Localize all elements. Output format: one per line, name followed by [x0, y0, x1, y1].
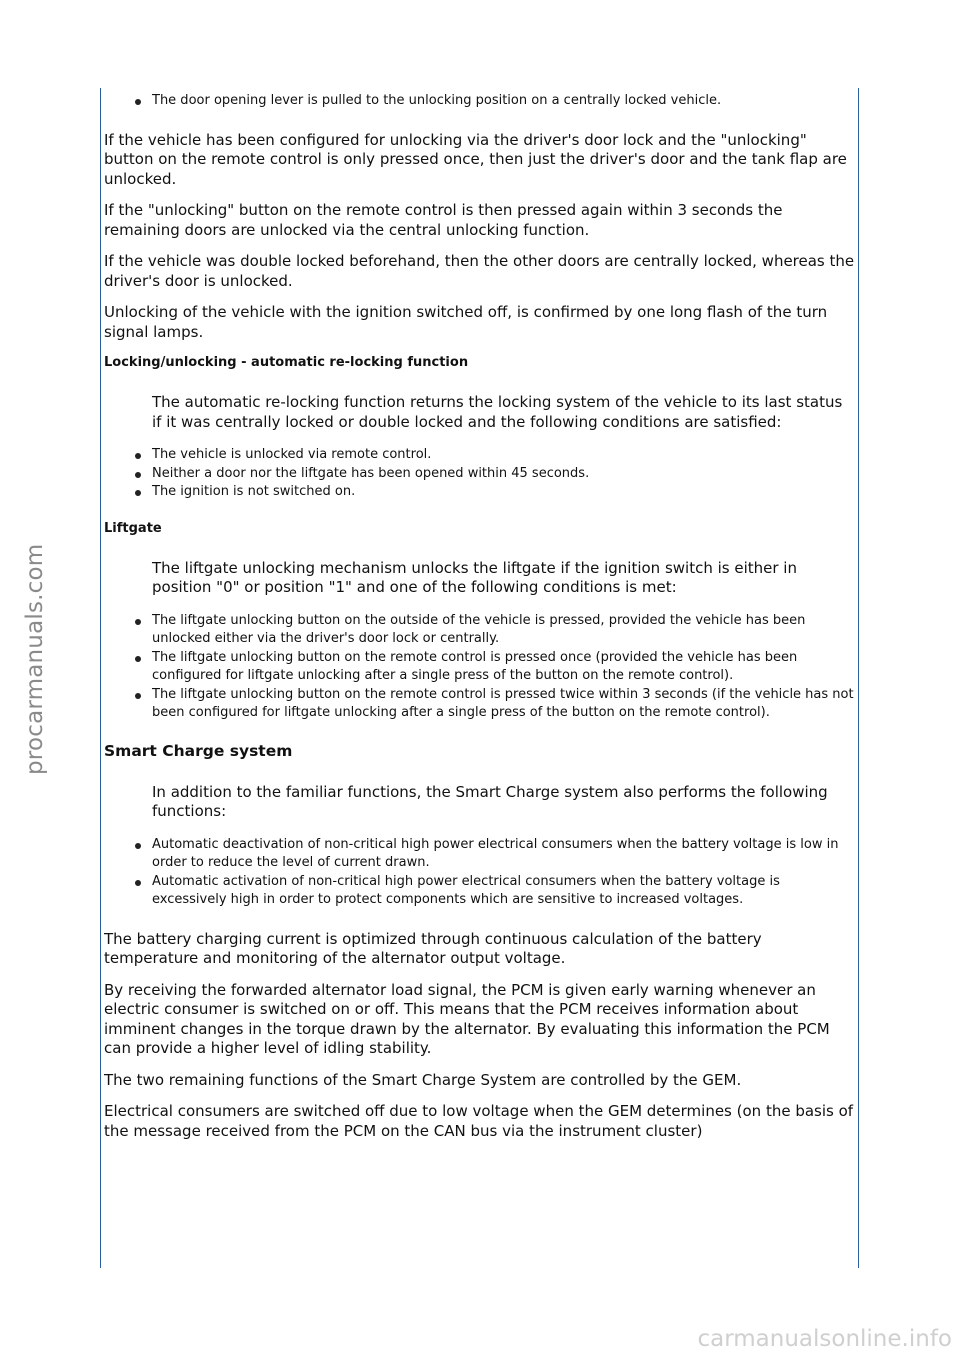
- relock-intro: The automatic re-locking function returns the locking system of the vehicle to its last status if it was centrally locked or double locked and the following conditions are satisfied:: [152, 393, 843, 431]
- list-item: The liftgate unlocking button on the remote control is pressed twice within 3 seconds (if the vehicle has not been configured for liftgate unlocking after a single press of the button on the remote control).: [152, 686, 856, 723]
- list-item: The ignition is not switched on.: [152, 483, 856, 502]
- liftgate-heading: Liftgate: [104, 520, 162, 536]
- right-margin-rule: [858, 88, 859, 1268]
- paragraph: If the vehicle has been configured for unlocking via the driver's door lock and the "unlocking" button on the remote control is only pressed once, then just the driver's door and the tank flap are unlocked.: [104, 130, 847, 188]
- paragraph: By receiving the forwarded alternator load signal, the PCM is given early warning whenever an electric consumer is switched on or off. This means that the PCM receives information about imminent changes in the torque drawn by the alternator. By evaluating this information the PCM can provide a higher level of idling stability.: [104, 980, 830, 1057]
- paragraph: Electrical consumers are switched off due to low voltage when the GEM determines (on the basis of the message received from the PCM on the CAN bus via the instrument cluster): [104, 1102, 854, 1140]
- smart-charge-bullet-list: [104, 836, 856, 910]
- paragraph: If the "unlocking" button on the remote control is then pressed again within 3 seconds the remaining doors are unlocked via the central unlocking function.: [104, 201, 783, 239]
- side-watermark: procarmanuals.com: [22, 543, 48, 775]
- paragraph: If the vehicle was double locked beforehand, then the other doors are centrally locked, whereas the driver's door is unlocked.: [104, 252, 855, 290]
- list-item: Automatic activation of non-critical high power electrical consumers when the battery voltage is excessively high in order to protect components which are sensitive to increased voltages.: [152, 873, 856, 910]
- relock-bullet-list: [104, 446, 856, 502]
- relock-heading: Locking/unlocking - automatic re-locking function: [104, 355, 469, 370]
- liftgate-bullet-list: [104, 612, 856, 723]
- intro-bullet-list: [104, 92, 856, 111]
- page-content: [104, 92, 856, 1153]
- footer-watermark: carmanualsonline.info: [697, 1326, 952, 1352]
- list-item: The vehicle is unlocked via remote control.: [152, 446, 856, 465]
- smart-charge-intro: In addition to the familiar functions, the Smart Charge system also performs the following functions:: [152, 782, 828, 820]
- smart-charge-heading: Smart Charge system: [104, 741, 293, 760]
- paragraph: The two remaining functions of the Smart Charge System are controlled by the GEM.: [104, 1070, 742, 1089]
- liftgate-intro: The liftgate unlocking mechanism unlocks the liftgate if the ignition switch is either in position "0" or position "1" and one of the following conditions is met:: [152, 558, 797, 596]
- paragraph: Unlocking of the vehicle with the ignition switched off, is confirmed by one long flash of the turn signal lamps.: [104, 303, 828, 341]
- list-item: The liftgate unlocking button on the remote control is pressed once (provided the vehicle has been configured for liftgate unlocking after a single press of the button on the remote control).: [152, 649, 856, 686]
- list-item: Neither a door nor the liftgate has been opened within 45 seconds.: [152, 465, 856, 484]
- list-item: Automatic deactivation of non-critical high power electrical consumers when the battery voltage is low in order to reduce the level of current drawn.: [152, 836, 856, 873]
- left-margin-rule: [100, 88, 101, 1268]
- list-item: The liftgate unlocking button on the outside of the vehicle is pressed, provided the vehicle has been unlocked either via the driver's door lock or centrally.: [152, 612, 856, 649]
- list-item: The door opening lever is pulled to the unlocking position on a centrally locked vehicle.: [152, 92, 856, 111]
- paragraph: The battery charging current is optimized through continuous calculation of the battery temperature and monitoring of the alternator output voltage.: [104, 929, 762, 967]
